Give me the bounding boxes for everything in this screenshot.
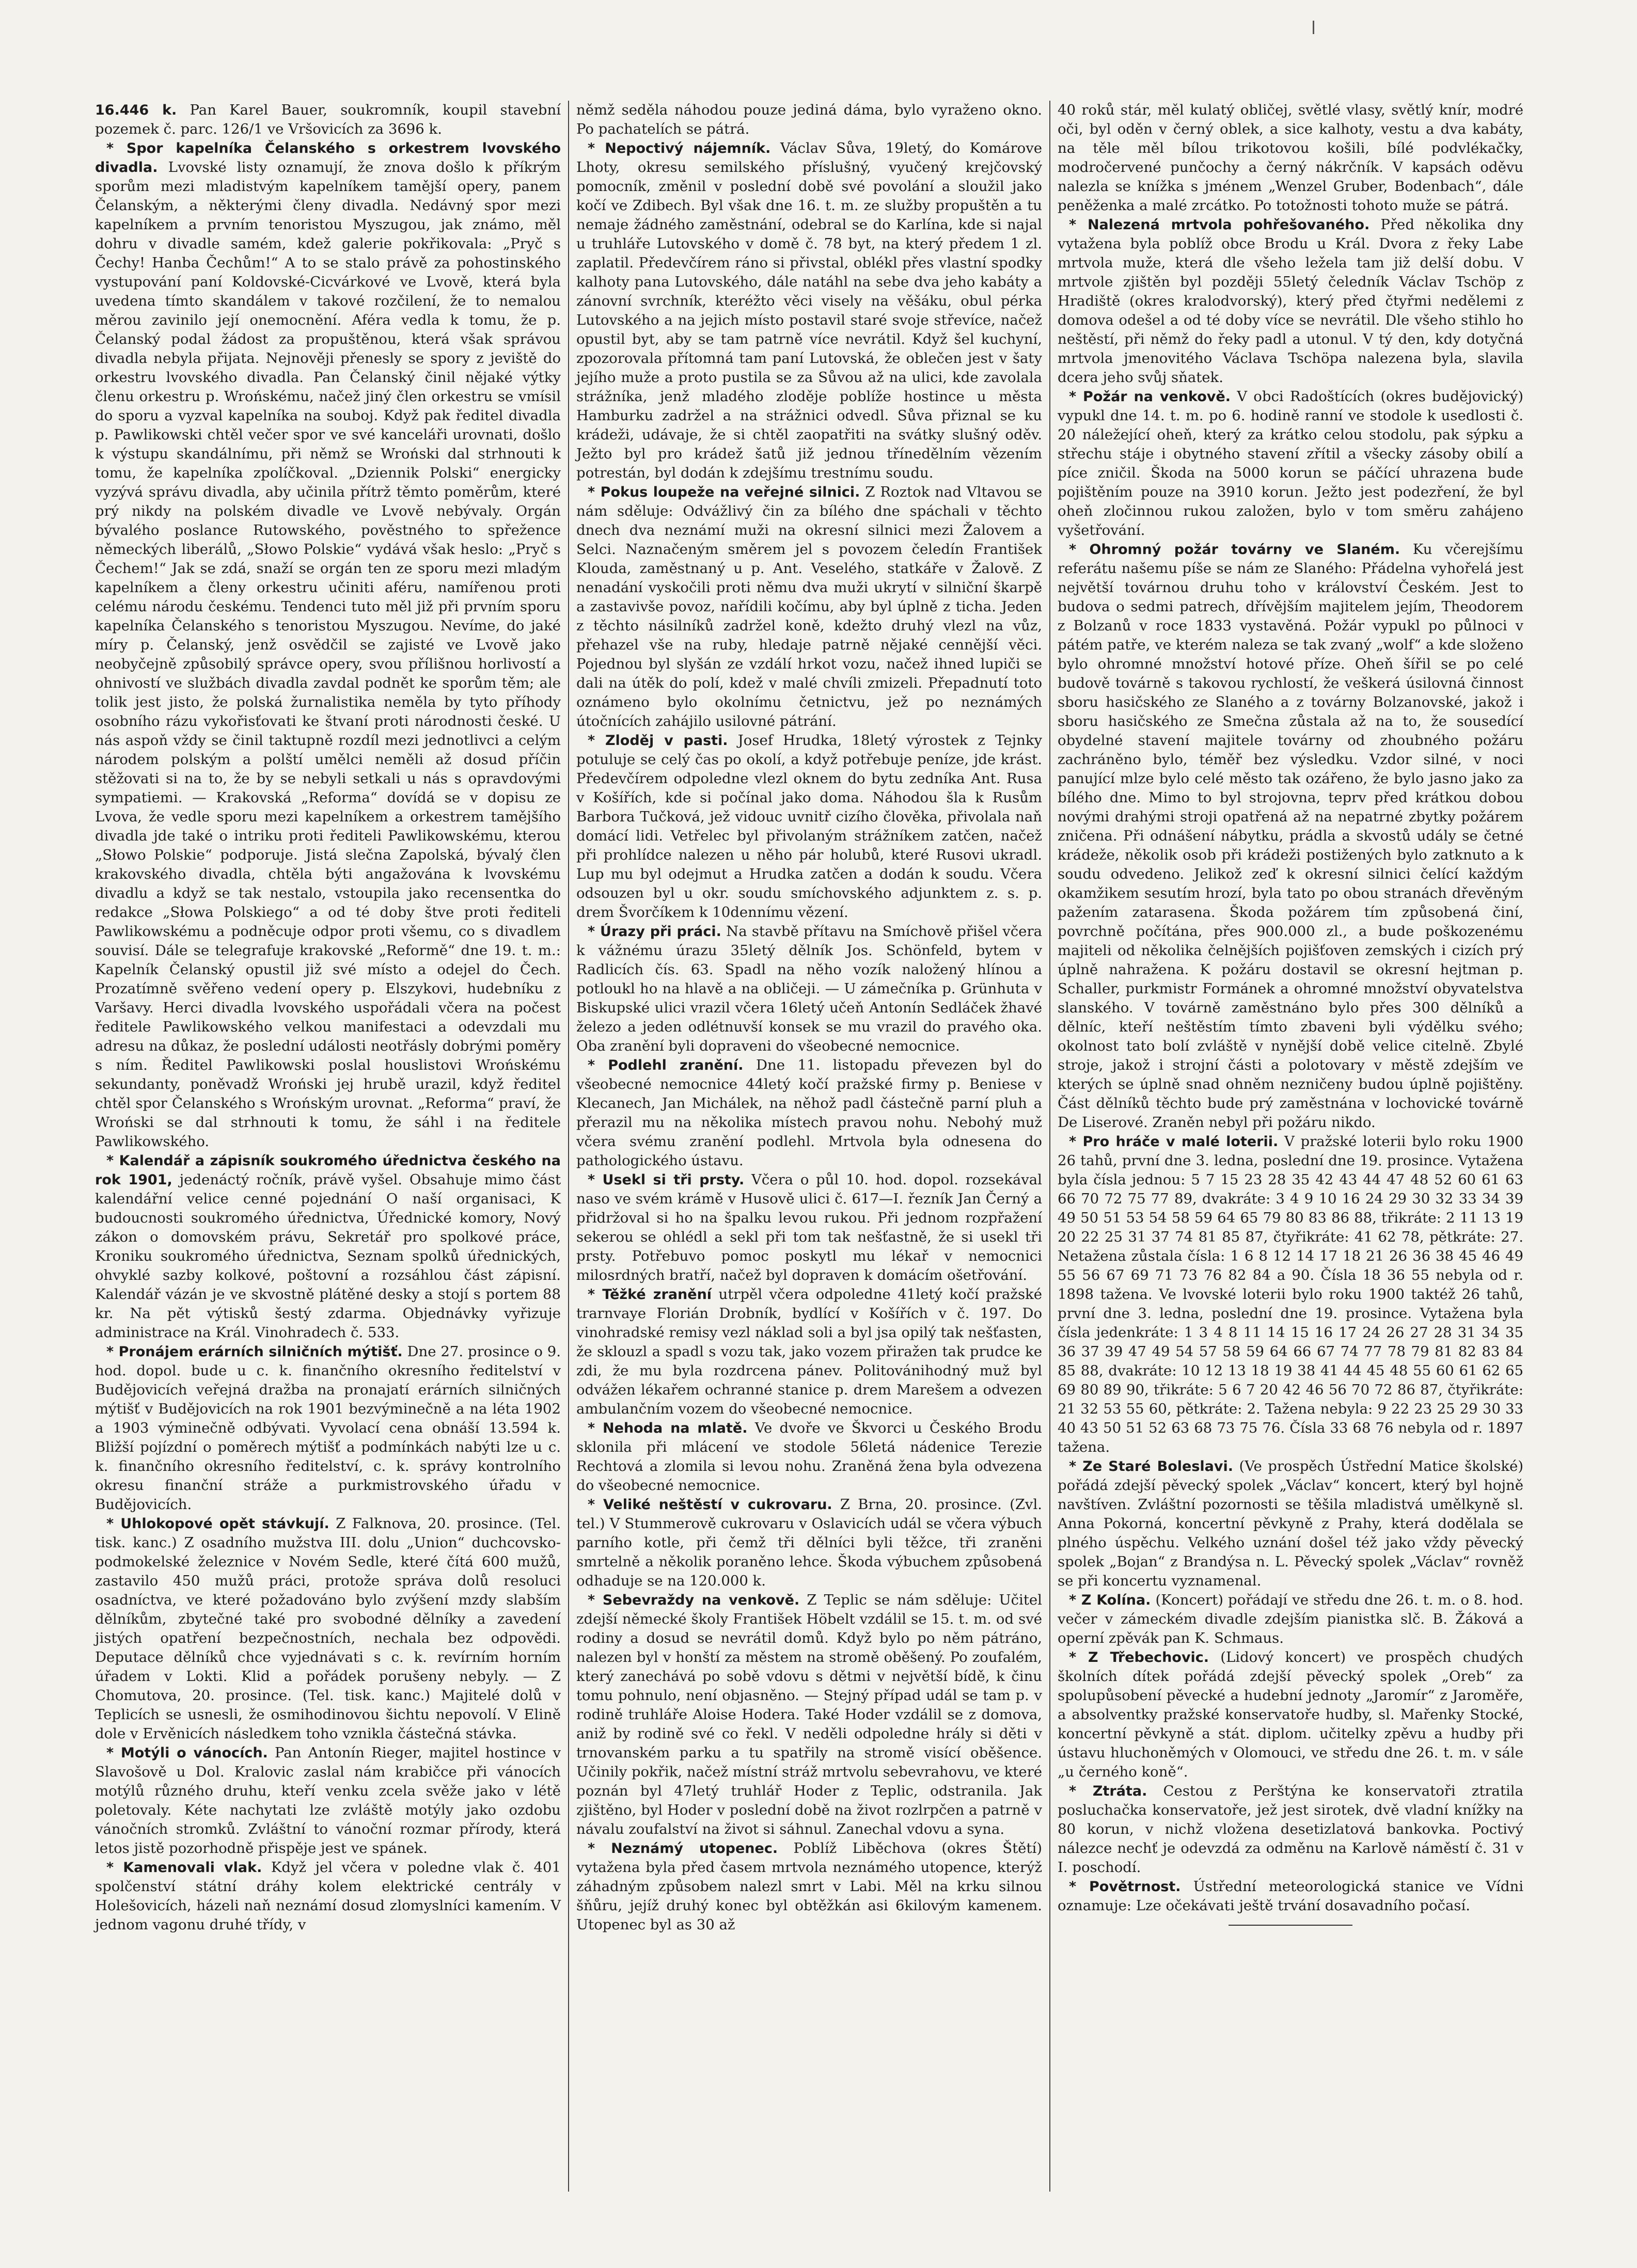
newspaper-page xyxy=(88,101,1549,2192)
news-item xyxy=(576,1495,1042,1591)
item-headline: * Nalezená mrtvola pohřešovaného. xyxy=(1069,217,1370,233)
item-headline: * Těžké zranění xyxy=(588,1287,712,1303)
item-headline: * Pokus loupeže na veřejné silnici. xyxy=(588,484,860,500)
item-text: (Koncert) pořádají ve středu dne 26. t. m. o 8. hod. večer v zámeckém divadle zdejším pianistka slč. B. Žáková a operní zpěvák pan K. Schmaus. xyxy=(1058,1592,1524,1646)
item-text: (Ve prospěch Ústřední Matice školské) pořádá zdejší pěvecký spolek „Václav“ koncert, který byl hojně navštíven. Zvláštní pozornosti se těšila mladistvá umělkyně sl. Anna Pokorná, koncertní pěvkyně z Prahy, která dodělala se plného úspěchu. Velkého uznání došel též jako vždy pěvecký spolek „Bojan“ z Brandýsa n. L. Pěvecký spolek „Václav“ rovněž se při koncertu vyznamenal. xyxy=(1058,1458,1523,1589)
item-text: Včera o půl 10. hod. dopol. rozsekával naso ve svém krámě v Husově ulici č. 617—I. řezník Jan Černý a přidržoval si ho na špalku levou rukou. Při jednom rozpřažení sekerou se ohlédl a sekl při tom tak nešťastně, že si usekl tři prsty. Potřebuvo pomoc poskytl mu lékař v nemocnici milosrdných bratří, načež byl dopraven k domácím ošetřování. xyxy=(576,1171,1042,1283)
item-headline: * Nehoda na mlatě. xyxy=(588,1420,748,1436)
item-headline: * Úrazy při práci. xyxy=(588,924,721,940)
news-item xyxy=(576,139,1042,483)
item-text: Cestou z Perštýna ke konservatoři ztratila posluchačka konservatoře, jež jest sirotek, dvě vladní knížky na 80 korun, v nichž vložena desetizlatová bankovka. Poctivý nálezce nechť je odevzdá za odměnu na Karlově náměstí č. 31 v I. poschodí. xyxy=(1058,1783,1523,1876)
item-text: Václav Sůva, 19letý, do Komárove Lhoty, okresu semilského příslušný, vyučený krejčovský pomocník, změnil v poslední době své povolání a sloužil jako kočí ve Zdibech. Byl však dne 16. t. m. ze služby propuštěn a tu nemaje žádného zaměstnání, odebral se do Karlína, kde si najal u truhláře Lutovského v domě č. 78 byt, na který předem 1 zl. zaplatil. Předevčírem ráno si přivstal, oblékl přes vlastní spodky kalhoty pana Lutovského, dále natáhl na sebe dva jeho kabáty a zánovní svrchník, kteréžto věci visely na věšáku, obul pérka Lutovského a na jejich místo postavil staré svoje střevíce, načež opustil byt, aby se tam patrně více nevrátil. Když šel kuchyní, zpozorovala přítomná tam paní Lutovská, že oblečen jest v šaty jejího muže a proto pustila se za Sůvou až na ulici, kde zavolala strážníka, jenž mladého zloděje poblíže hostince u města Hamburku zadržel a na strážnici odvedl. Sůva přiznal se ku krádeži, udávaje, že si chtěl zaopatřiti na svátky slušný oděv. Ježto byl pro krádež šatů již jednou třínedělním vězením potrestán, byl dodán k zdejšímu trestnímu soudu. xyxy=(576,140,1043,481)
item-text: Na stavbě přítavu na Smíchově přišel včera k vážnému úrazu 35letý dělník Jos. Schönfeld, bytem v Radlicích čís. 63. Spadl na něho vozík naložený hlínou a potloukl ho na hlavě a na obličeji. — U zámečníka p. Grünhuta v Biskupské ulici vrazil včera 16letý učeň Antonín Sedláček žhavé železo a jeden odlétnuvší konsek se mu vrazil do pravého oka. Oba zranění byli dopraveni do všeobecné nemocnice. xyxy=(576,923,1043,1054)
item-text: Ve dvoře ve Škvorci u Českého Brodu sklonila při mlácení ve stodole 56letá nádenice Terezie Rechtová a zlomila si levou nohu. Zraněná žena byla odvezena do všeobecné nemocnice. xyxy=(576,1420,1042,1494)
item-text: Dne 11. listopadu převezen byl do všeobecné nemocnice 44letý kočí pražské firmy p. Beniese v Klecanech, Jan Michálek, na něhož padl částečně parní pluh a přerazil mu na několika místech pravou nohu. Nebohý muž včera svému zranění podlehl. Mrtvola byla odnesena do pathologického ústavu. xyxy=(576,1057,1042,1169)
news-item xyxy=(576,1419,1042,1495)
item-text: Ústřední meteorologická stanice ve Vídni oznamuje: Lze očekávati ještě trvání dosavadního počasí. xyxy=(1058,1878,1523,1914)
item-headline: * Kalendář a zápisník soukromého úřednictva českého na rok 1901, xyxy=(95,1153,561,1188)
item-text: Dne 27. prosince o 9. hod. dopol. bude u c. k. finančního okresního ředitelství v Budějovicích veřejná dražba na pronajatí erárních silničných mýtišť v Budějovicích na rok 1901 bezvýminečně a na léta 1902 a 1903 výminečně odbývati. Vyvolací cena obnáší 13.594 k. Bližší pojízdní o poměrech mýtišť a podmínkách nabýti lze u c. k. finančního okresního ředitelství, c. k. správy kontrolního okresu finanční stráže a purkmistrovského úřadu v Budějovicích. xyxy=(95,1343,561,1513)
item-text: (Lidový koncert) ve prospěch chudých školních dítek pořádá zdejší pěvecký spolek „Oreb“ za spolupůsobení pěvecké a hudební jednoty „Jaromír“ z Jaroměře, a absolventky pražské konservatoře hudby, sl. Mařenky Stocké, koncertní pěvkyně a stát. diplom. učitelky zpěvu a hudby při ústavu hluchoněmých v Olomouci, ve středu dne 26. t. m. v sále „u černého koně“. xyxy=(1058,1649,1523,1780)
item-headline: * Uhlokopové opět stávkují. xyxy=(106,1516,329,1532)
news-item xyxy=(1058,215,1523,387)
news-item xyxy=(576,1285,1042,1419)
item-headline: * Ze Staré Boleslavi. xyxy=(1069,1458,1233,1474)
item-text: 40 roků stár, měl kulatý obličej, světlé vlasy, světlý knír, modré oči, byl oděn v černý oblek, a sice kalhoty, vestu a dva kabáty, na těle měl bílou trikotovou košili, bílé podvlékačky, modročervené punčochy a černý nákrčník. V kapsách oděvu nalezla se knížka s jménem „Wenzel Gruber, Bodenbach“, dále peněženka a malé zrcátko. Po totožnosti tohoto muže se pátrá. xyxy=(1058,102,1523,214)
news-item xyxy=(576,1056,1042,1170)
item-headline: * Neznámý utopenec. xyxy=(588,1841,778,1857)
item-headline: * Povětrnost. xyxy=(1069,1879,1181,1895)
news-item xyxy=(576,922,1042,1056)
item-headline: * Ztráta. xyxy=(1069,1783,1147,1799)
item-text: Z Falknova, 20. prosince. (Tel. tisk. kanc.) Z osadního mužstva III. dolu „Union“ duchcovsko-podmokelské železnice v Novém Sedle, které čítá 600 mužů, zastavilo 450 mužů práci, protože správa dolů resoluci osadníctva, ve které požadováno bylo zvýšení mzdy slabším dělníkům, zbytečné také pro svobodné dělníky a zavedení jistých opatření bezpečnostních, nechala bez odpovědi. Deputace dělníků chce vyjednávati s c. k. revírním horním úřadem v Lokti. Klid a pořádek porušeny nebyly. — Z Chomutova, 20. prosince. (Tel. tisk. kanc.) Majitelé dolů v Teplicích se usnesli, že osmihodinovou šichtu nepovolí. V Elině dole v Ervěnicích následkem toho vznikla částečná stávka. xyxy=(95,1515,561,1742)
column-1 xyxy=(88,101,568,2192)
item-text: Z Roztok nad Vltavou se nám sděluje: Odvážlivý čin za bílého dne spáchali v těchto dnech dva neznámí muži na okresní silnici mezi Žalovem a Selci. Naznačeným směrem jel s povozem čeledín František Klouda, zaměstnaný u p. Ant. Veselého, statkáře v Žalově. Z nenadání vyskočili proti němu dva muži ukrytí v silniční škarpě a zastavivše povoz, nařídili kočímu, aby byl úplně z ticha. Jeden z těchto násilníků zadržel koně, kdežto druhý vlezl na vůz, přehazel vše na ruby, hledaje patrně nějaké cennější věci. Pojednou byl slyšán ze vzdálí hrkot vozu, načež ihned lupiči se dali na útěk do polí, kdež v malé chvíli zmizeli. Přepadnutí toto oznámeno bylo okolnímu četnictvu, jež po neznámých útočnících zahájilo usilovné pátrání. xyxy=(576,484,1042,729)
item-text: Z Teplic se nám sděluje: Učitel zdejší německé školy František Höbelt vzdálil se 15. t. m. od své rodiny a dosud se nevrátil domů. Když bylo po něm pátráno, nalezen byl v honští za městem na stromě oběšený. Po zoufalém, který zanechává po sobě vdovu s dětmi v největší bídě, k činu tomu pohnulo, není objasněno. — Stejný případ udál se tam p. v rodině truhláře Aloise Hodera. Také Hoder vzdálil se z domova, aniž by rodině své co řekl. V neděli odpoledne hrály si děti v trnovanském parku a tu spatřily na stromě visící oběšence. Učinily pokřik, načež místní stráž mrtvolu sebevrahovu, ve které poznán byl 47letý truhlář Hoder z Teplic, odstranila. Jak zjištěno, byl Hoder v poslední době na život rozlrpčen a patrně v návalu zoufalství na život si sáhnul. Zanechal vdovu a syna. xyxy=(576,1592,1043,1837)
item-text: V pražské loterii bylo roku 1900 26 tahů, první dne 3. ledna, poslední dne 19. prosince. Vytažena byla čísla jednou: 5 7 15 23 28 35 42 43 44 47 48 52 60 61 63 66 70 72 75 77 89, dvakráte: 3 4 9 10 16 24 29 30 32 33 34 39 49 50 51 53 54 58 59 64 65 79 80 83 86 88, třikráte: 2 11 13 19 20 22 25 31 37 74 81 85 87, čtyřikráte: 41 62 78, pětkráte: 27. Netažena zůstala čísla: 1 6 8 12 14 17 18 21 26 36 38 45 46 49 55 56 67 69 71 73 76 82 84 a 90. Čísla 18 36 55 nebyla od r. 1898 tažena. Ve lvovské loterii bylo roku 1900 taktéž 26 tahů, první dne 3. ledna, poslední dne 19. prosince. Vytažena byla čísla jedenkráte: 1 3 4 8 11 14 15 16 17 24 26 27 28 31 34 35 36 37 39 47 49 54 57 58 59 64 66 67 74 77 78 79 81 82 83 84 85 88, dvakráte: 10 12 13 18 19 38 41 44 45 48 55 60 61 62 65 69 80 89 90, třikráte: 5 6 7 20 42 46 56 70 72 86 87, čtyřikráte: 21 32 53 55 60, pětkráte: 2. Tažena nebyla: 9 22 23 25 29 30 33 40 43 50 51 52 63 68 73 75 76. Čísla 33 68 76 nebyla od r. 1897 tažena. xyxy=(1058,1133,1523,1455)
news-item xyxy=(576,101,1042,139)
news-item xyxy=(576,1839,1042,1934)
news-item xyxy=(1058,1132,1523,1457)
column-2 xyxy=(569,101,1049,2192)
item-headline: * Kamenovali vlak. xyxy=(106,1860,262,1876)
item-headline: * Pro hráče v malé loterii. xyxy=(1069,1134,1279,1150)
item-headline: * Spor kapelníka Čelanského s orkestrem lvovského divadla. xyxy=(95,140,561,176)
item-text: Ku včerejšímu referátu našemu píše se nám ze Slaného: Přádelna vyhořelá jest největší továrnou druhu toho v království Českém. Jest to budova o sedmi patrech, dřívějším majitelem jejím, Theodorem z Bolzanů v roce 1833 vystavěná. Požár vypukl po půlnoci v pátém patře, ve kterém naleza se tak zvaný „wolf“ a kde složeno bylo ohromné množství hotové příze. Oheň šířil se po celé budově továrně s takovou rychlostí, že veškerá úsilovná činnost sboru hasičského ze Slaného a z továrny Bolzanovské, jakož i sboru hasičského ze Smečna zůstala až na to, že sousedící obydelné stavení majitele továrny od zhoubného požáru zachráněno bylo, téměř bez výsledku. Vzdor silné, v noci panující mlze bylo celé město tak ozářeno, že bylo jasno jako za bílého dne. Mimo to byl strojovna, teprv před krátkou dobou novými drahými stroji opatřená až na nepatrné zbytky požárem zničena. Při odnášení nábytku, prádla a skvostů udály se četné krádeže, několik osob při krádeži postižených bylo zatknuto a k soudu odvedeno. Jelikož zeď k okresní silnici čelící každým okamžikem sesutím hrozí, byla tato po obou stranách dřevěným pažením zatarasena. Škoda požárem tím způsobená činí, povrchně počítána, přes 900.000 zl., a bude poškozenému majiteli od několika čelnějších pojišťoven zemských i cizích prý úplně nahražena. K požáru dostavil se okresní hejtman p. Schaller, purkmistr Formánek a ohromné množství obyvatelstva slanského. V továrně zaměstnáno bylo přes 300 dělníků a dělníc, kteří neštěstím tímto zbaveni byli výdělku svého; okolnost tato bolí zvláště v nynější době velice citelně. Zbylé stroje, jakož i strojní části a polotovary v městě zdejším ve kterých se úplně snad ohněm nezničeny budou úplně pojištěny. Část dělníků těchto bude prý zaměstnána v lochovické továrně De Liserové. Zraněn nebyl při požáru nikdo. xyxy=(1058,541,1523,1131)
item-headline: * Požár na venkově. xyxy=(1069,389,1231,405)
item-text: jedenáctý ročník, právě vyšel. Obsahuje mimo část kalendářní velice cenné pojednání O naší organisaci, K budoucnosti soukromého úřednictva, Úřednické komory, Nový zákon o domovském právu, Sekretář pro spolkové práce, Kroniku soukromého úřednictva, Seznam spolků úřednických, ohvyklé sazby kolkové, poštovní a rozsáhlou část zápisní. Kalendář vázán je ve skvostně plátěné desky a stojí s portem 88 kr. Na pět výtisků šestý zdarma. Objednávky vyřizuje administrace na Král. Vinohradech č. 533. xyxy=(95,1171,561,1341)
news-item xyxy=(576,1170,1042,1285)
news-item xyxy=(576,731,1042,922)
news-item xyxy=(95,1514,561,1743)
item-text: utrpěl včera odpoledne 41letý kočí pražské trarnvaye Florián Drobník, bydlící v Košířích v č. 197. Do vinohradské remisy vezl náklad soli a byl jsa opilý tak nešťasten, že sklouzl a spadl s vozu tak, jako vozem přiražen tak prudce ke zdi, že mu byla rozdrcena pánev. Politovánihodný muž byl odvážen lékařem ochranné stanice p. drem Marešem a odvezen ambulančním vozem do všeobecné nemocnice. xyxy=(576,1286,1042,1417)
item-headline: * Podlehl zranění. xyxy=(588,1057,744,1073)
item-text: Před několika dny vytažena byla poblíž obce Brodu u Král. Dvora z řeky Labe mrtvola muže, která dle všeho ležela tam již delší dobu. V mrtvole zjištěn byl později 55letý čeledník Václav Tschöp z Hradiště (okres kralodvorský), který před čtyřmi nedělemi z domova odešel a od té doby více se nevrátil. Dle všeho stihlo ho neštěstí, při němž do řeky padl a utonul. V tý den, kdy dotyčná mrtvola jmenovitého Václava Tschöpa nalezena byla, slavila dcera jeho svůj sňatek. xyxy=(1058,216,1523,386)
end-rule xyxy=(1229,1925,1352,1926)
news-item xyxy=(95,101,561,139)
news-item xyxy=(95,1342,561,1514)
item-headline: * Nepoctivý nájemník. xyxy=(588,140,771,156)
item-text: V obci Radoštících (okres budějovický) vypukl dne 14. t. m. po 6. hodině ranní ve stodole k usedlosti č. 20 náležející oheň, který za krátko celou stodolu, pak sýpku a střechu stáje i obytného stavení zřítil a všecky zásoby obilí a píce zničil. Škoda na 5000 korun se páčící uhrazena bude pojištěním pouze na 3910 korun. Ježto jest podezření, že byl oheň zločinnou rukou založen, bylo v tom směru zahájeno vyšetřování. xyxy=(1058,388,1523,538)
item-text: Poblíž Liběchova (okres Štětí) vytažena byla před časem mrtvola neznámého utopence, kterýž záhadným způsobem nalezl smrt v Labi. Měl na krku silnou šňůru, jejíž druhý konec byl obtěžkán asi 6kilovým kamenem. Utopenec byl as 30 až xyxy=(576,1840,1042,1933)
item-headline: * Z Třebechovic. xyxy=(1069,1650,1209,1666)
news-item xyxy=(1058,101,1523,215)
item-text: Josef Hrudka, 18letý výrostek z Tejnky potuluje se celý čas po okolí, a když potřebuje peníze, jde krást. Předevčírem odpoledne vlezl oknem do bytu zedníka Ant. Rusa v Košířích, kde si počínal jako doma. Náhodou šla k Rusům Barbora Tučková, jež vidouc uvnitř cizího člověka, přivolala naň domácí lidi. Vetřelec byl přivolaným strážníkem zatčen, načež při prohlídce nalezen u něho pár holubů, které Rusovi ukradl. Lup mu byl odejmut a Hrudka zatčen a dodán k soudu. Včera odsouzen byl u okr. soudu smíchovského adjunktem z. s. p. drem Švorčíkem k 10dennímu vězení. xyxy=(576,732,1042,921)
item-headline: * Usekl si tři prsty. xyxy=(588,1172,745,1188)
item-text: Z Brna, 20. prosince. (Zvl. tel.) V Stummerově cukrovaru v Oslavicích udál se včera výbuch parního kotle, při čemž tři dělníci byli těžce, tři zraněni smrtelně a několik poraněno lehce. Škoda výbuchem způsobená odhaduje se na 120.000 k. xyxy=(576,1496,1042,1589)
item-headline: * Z Kolína. xyxy=(1069,1592,1151,1608)
item-text: Pan Antonín Rieger, majitel hostince v Slavošově u Dol. Kralovic zaslal nám krabičce při vánocích motýlů různého druhu, kteří venku zcela svěže jako v létě poletovaly. Kéte nachytati lze zvláště motýly jako ozdobu vánočních stromků. Zvláštní to vánoční rozmar přírody, která letos jistě pozorhodně přispěje jest ve spánek. xyxy=(95,1744,561,1857)
item-headline: * Pronájem erárních silničních mýtišť. xyxy=(106,1344,403,1360)
item-headline: * Veliké neštěstí v cukrovaru. xyxy=(588,1497,832,1513)
news-item xyxy=(1058,1782,1523,1877)
news-item xyxy=(95,1151,561,1342)
item-text: Lvovské listy oznamují, že znova došlo k příkrým sporům mezi mladistvým kapelníkem tamější opery, panem Čelanským, a některými členy divadla. Nedávný spor mezi kapelníkem a prvním tenoristou Myszugou, jak známo, měl dohru v divadle samém, kdež galerie pokřikovala: „Pryč s Čechy! Hanba Čechům!“ A to se stalo právě za pohostinského vystupování paní Koldovské-Cicvárkové ve Lvově, která byla uvedena tímto skandálem v takové rozčilení, že to nemalou měrou zavinilo její onemocnění. Aféra vedla k tomu, že p. Čelanský podal žádost za propuštěnou, která však správou divadla nebyla přijata. Nejnověji přenesly se spory z jeviště do orkestru lvovského divadla. Pan Čelanský činil nějaké výtky členu orkestru p. Wrońskému, načež jiný člen orkestru se vmísil do sporu a vyzval kapelníka na souboj. Když pak ředitel divadla p. Pawlikowski chtěl večer spor ve své kanceláři urovnati, došlo k výstupu skandálnímu, při němž se Wroński dal strhnouti k tomu, že kapelníka zpolíčkoval. „Dziennik Polski“ energicky vyzývá správu divadla, aby učinila přítrž těmto poměrům, které prý nikdy na polském divadle ve Lvově nebývaly. Orgán bývalého poslance Rutowského, pověstného to spřežence německých liberálů, „Słowo Polskie“ vydává však heslo: „Pryč s Čechem!“ Jak se zdá, snaží se orgán ten ze sporu mezi mladým kapelníkem a členy orkestru učiniti aféru, namířenou proti celému národu českému. Tendenci tuto měl již při prvním sporu kapelníka Čelanského s tenoristou Myszugou. Nevíme, do jaké míry p. Čelanský, jenž osvědčil se zajisté ve Lvově jako neobyčejně způsobilý správce opery, svou přílišnou horlivostí a ohnivostí ve službách divadla zavdal podnět ke sporům těm; ale tolik jest jisto, že polská žurnalistika neměla by tyto příhody osobního rázu vykořisťovati ke štvaní proti národnosti české. U nás aspoň vždy se činil taktupně rozdíl mezi jednotlivci a celým národem polským a polští umělci neměli až dosud příčin stěžovati si na to, že by se nebyli setkali u nás s opravdovými sympatiemi. — Krakovská „Reforma“ dovídá se v dopisu ze Lvova, že vedle sporu mezi kapelníkem a orkestrem tamějšího divadla jde také o intriku proti řediteli Pawlikowskému, kterou „Słowo Polskie“ podporuje. Jistá slečna Zapolská, bývalý člen krakovského divadla, chtěla býti angažována k lvovskému divadlu a když se tak nestalo, vstoupila jako recensentka do redakce „Słowa Polskiego“ a od té doby štve proti řediteli Pawlikowskému a podněcuje odpor proti všemu, co s divadlem souvisí. Dále se telegrafuje krakovské „Reformě“ dne 19. t. m.: Kapelník Čelanský opustil již své místo a odejel do Čech. Prozatímně svěřeno vedení opery p. Elszykovi, hudebníku z Varšavy. Herci divadla lvovského uspořádali včera na počest ředitele Pawlikowského velkou manifestaci a odevzdali mu adresu na důkaz, že poslední události neotřásly dobrými poměry s ním. Ředitel Pawlikowski poslal houslistovi Wrońskému sekundanty, poněvadž Wroński jej hrubě urazil, když ředitel chtěl spor Čelanského s Wrońským urovnat. „Reforma“ praví, že Wroński se dal strhnouti k tomu, že sáhl i na ředitele Pawlikowského. xyxy=(95,159,561,1150)
news-item xyxy=(576,1591,1042,1839)
news-item xyxy=(95,139,561,1151)
item-headline: * Sebevraždy na venkově. xyxy=(588,1592,800,1608)
item-headline: * Zloděj v pasti. xyxy=(588,733,728,749)
item-headline: * Ohromný požár továrny ve Slaném. xyxy=(1069,542,1400,558)
news-item xyxy=(95,1858,561,1934)
item-text: Pan Karel Bauer, soukromník, koupil stavební pozemek č. parc. 126/1 ve Vršovicích za 3696 k. xyxy=(95,102,561,137)
news-item xyxy=(576,483,1042,731)
news-item xyxy=(1058,1457,1523,1591)
news-item xyxy=(1058,1648,1523,1782)
item-text: Když jel včera v poledne vlak č. 401 spolčenství státní dráhy kolem elektrické centrály v Holešovicích, házeli naň neznámí dosud zlomyslníci kamením. V jednom vagonu druhé třídy, v xyxy=(95,1859,561,1933)
news-item xyxy=(95,1743,561,1858)
scan-mark xyxy=(1313,21,1314,34)
column-3 xyxy=(1050,101,1531,2192)
news-item xyxy=(1058,1877,1523,1915)
news-item xyxy=(1058,1591,1523,1648)
item-headline: * Motýli o vánocích. xyxy=(106,1745,268,1761)
news-item xyxy=(1058,540,1523,1132)
item-text: němž seděla náhodou pouze jediná dáma, bylo vyraženo okno. Po pachatelích se pátrá. xyxy=(576,102,1042,137)
news-item xyxy=(1058,387,1523,540)
item-lead: 16.446 k. xyxy=(95,102,177,118)
